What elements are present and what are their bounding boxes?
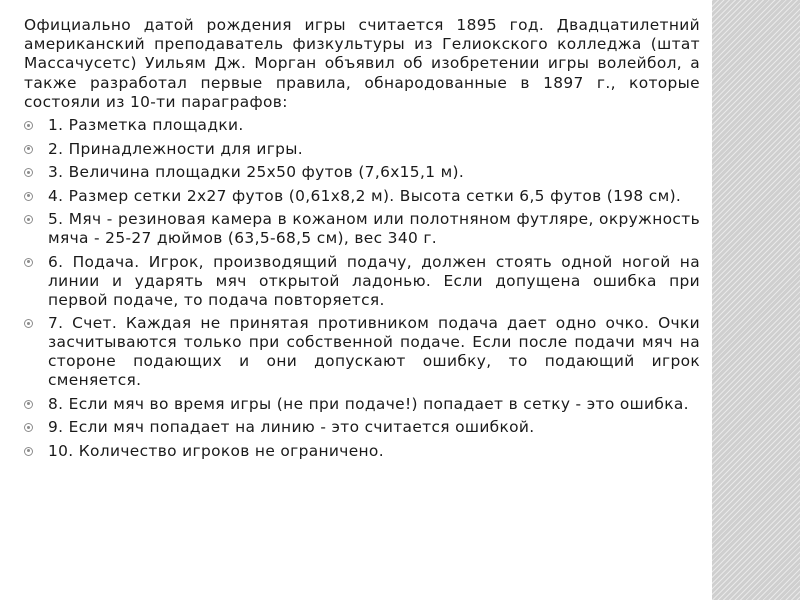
list-item <box>24 442 700 461</box>
circle-bullet-icon <box>24 258 33 267</box>
list-item <box>24 140 700 159</box>
circle-bullet-icon <box>24 192 33 201</box>
list-item <box>24 163 700 182</box>
list-item-text: 5. Мяч - резиновая камера в кожаном или полотняном футляре, окружность мяча - 25-27 дюймов (63,5-68,5 см), вес 340 г. <box>48 210 700 248</box>
circle-bullet-icon <box>24 215 33 224</box>
list-item-text: 1. Разметка площадки. <box>48 116 244 135</box>
list-item-text: 10. Количество игроков не ограничено. <box>48 441 384 460</box>
list-item <box>24 395 700 414</box>
intro-paragraph: Официально датой рождения игры считается 1895 год. Двадцатилетний американский преподаватель физкультуры из Гелиокского колледжа (штат Массачусетс) Уильям Дж. Морган объявил об изобретении игры волейбол, а также разработал первые правила, обнародованные в 1897 г., которые состояли из 10-ти параграфов: <box>24 16 700 111</box>
rules-list <box>24 116 700 461</box>
list-item <box>24 314 700 390</box>
list-item <box>24 187 700 206</box>
list-item <box>24 210 700 248</box>
list-item-text: 4. Размер сетки 2x27 футов (0,61x8,2 м). Высота сетки 6,5 футов (198 см). <box>48 186 682 205</box>
circle-bullet-icon <box>24 121 33 130</box>
circle-bullet-icon <box>24 319 33 328</box>
circle-bullet-icon <box>24 400 33 409</box>
list-item-text: 7. Счет. Каждая не принятая противником подача дает одно очко. Очки засчитываются только при собственной подаче. Если после подачи мяч на стороне подающих и они допускают ошибку, то подающий игрок сменяется. <box>48 314 700 390</box>
circle-bullet-icon <box>24 168 33 177</box>
list-item <box>24 116 700 135</box>
list-item-text: 6. Подача. Игрок, производящий подачу, должен стоять одной ногой на линии и ударять мяч открытой ладонью. Если допущена ошибка при первой подаче, то подача повторяется. <box>48 252 700 309</box>
list-item-text: 3. Величина площадки 25x50 футов (7,6x15,1 м). <box>48 163 465 182</box>
list-item-text: 2. Принадлежности для игры. <box>48 139 304 158</box>
list-item-text: 9. Если мяч попадает на линию - это считается ошибкой. <box>48 418 535 437</box>
list-item-text: 8. Если мяч во время игры (не при подаче!) попадает в сетку - это ошибка. <box>48 394 689 413</box>
decorative-side-band <box>712 0 800 600</box>
circle-bullet-icon <box>24 447 33 456</box>
circle-bullet-icon <box>24 145 33 154</box>
slide-content <box>24 16 700 465</box>
list-item <box>24 253 700 310</box>
circle-bullet-icon <box>24 423 33 432</box>
list-item <box>24 418 700 437</box>
